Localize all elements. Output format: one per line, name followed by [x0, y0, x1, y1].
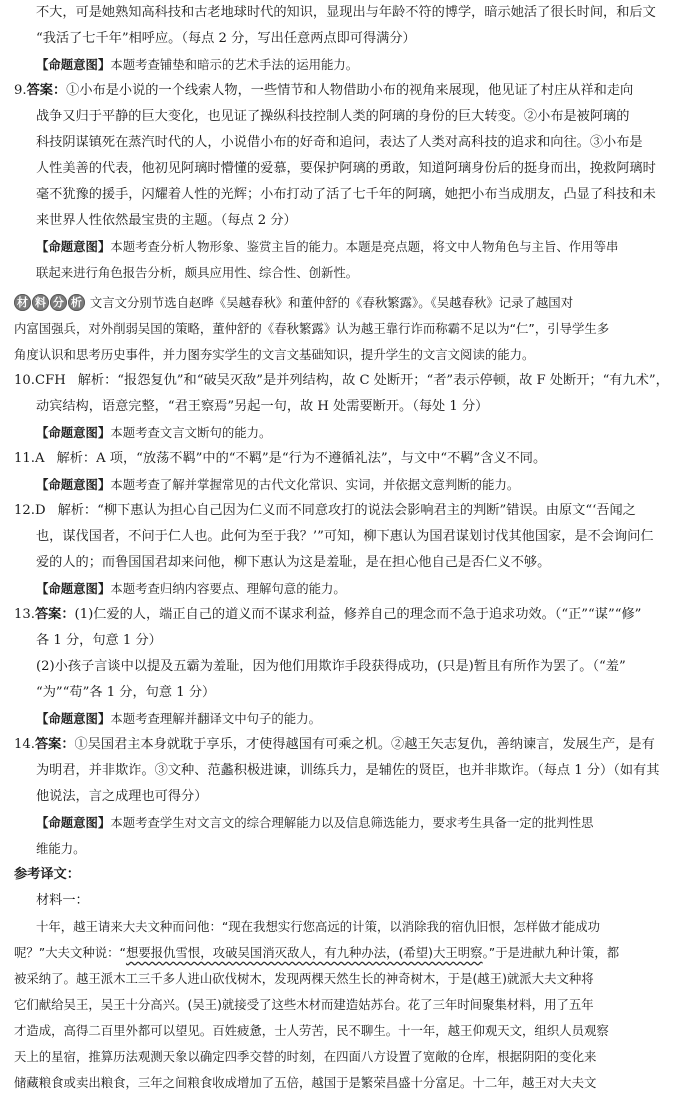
intent-text: 本题考查铺垫和暗示的艺术手法的运用能力。 — [110, 57, 359, 72]
question-number: 13. — [14, 607, 35, 622]
q10-line — [14, 368, 676, 394]
q14-line — [14, 732, 676, 758]
question-number: 10. — [14, 373, 35, 388]
q9-line — [14, 78, 676, 104]
text-span: 呢？”大夫文种说：“ — [14, 945, 126, 960]
analysis-text: 文言文分别节选自赵晔《吴越春秋》和董仲舒的《春秋繁露》。《吴越春秋》记录了越国对 — [89, 295, 574, 310]
translation-line: 才造成，高得二百里外都可以望见。百姓疲惫，士人劳苦，民不聊生。十一年，越王仰观天文，组织人员观察 — [14, 1023, 609, 1038]
text-span: 解析：“报怨复仇”和“破吴灭敌”是并列结构，故 C 处断开；“者”表示停顿，故 F 处断开；“有九术”， — [77, 373, 669, 388]
text-span: ①小布是小说的一个线索人物，一些情节和人物借助小布的视角来展现，他见证了村庄从祥和走向 — [66, 83, 634, 98]
translation-line: 它们献给吴王，吴王十分高兴。(吴王)就接受了这些木材而建造姑苏台。花了三年时间聚集材料，用了五年 — [14, 997, 594, 1012]
text-line: 来世界人性依然最宝贵的主题。（每点 2 分） — [36, 213, 297, 228]
question-number: 11. — [14, 451, 35, 466]
text-line: 他说法，言之成理也可得分） — [36, 789, 208, 804]
analysis-line — [14, 290, 676, 316]
intent-line — [14, 420, 676, 446]
intent-line: 维能力。 — [36, 841, 86, 856]
intent-tag: 【命题意图】 — [36, 425, 111, 440]
question-number: 12. — [14, 503, 35, 518]
analysis-line: 内富国强兵，对外削弱吴国的策略，董仲舒的《春秋繁露》认为越王靠行诈而称霸不足以为“仁”，引导学生多 — [14, 321, 610, 336]
q13-line — [14, 602, 676, 628]
intent-text: 本题考查归纳内容要点、理解句意的能力。 — [110, 581, 346, 596]
translation-line — [14, 940, 676, 966]
intent-line — [14, 234, 676, 260]
badge-char: 材 — [14, 294, 31, 311]
translation-subheading: 材料一： — [36, 893, 89, 908]
intent-tag: 【命题意图】 — [36, 581, 111, 596]
text-line: 科技阴谋镇死在蒸汽时代的人，小说借小布的好奇和追问，表达了人类对高科技的追求和向往。③小布是 — [36, 135, 643, 150]
badge-char: 析 — [68, 294, 85, 311]
answer-value: A — [34, 451, 45, 466]
intent-tag: 【命题意图】 — [36, 711, 111, 726]
text-line: 动宾结构，语意完整，“君王察焉”另起一句，故 H 处需要断开。（每处 1 分） — [36, 399, 489, 414]
question-number: 14. — [14, 737, 35, 752]
material-analysis-badge — [14, 290, 82, 315]
text-span: 解析：A 项，“放荡不羁”中的“不羁”是“行为不遵循礼法”，与文中“不羁”含义不同。 — [56, 451, 547, 466]
intent-tag: 【命题意图】 — [36, 815, 111, 830]
answer-label: 答案： — [34, 737, 75, 752]
answer-label: 答案： — [26, 83, 67, 98]
answer-value: D — [34, 503, 46, 518]
badge-char: 分 — [50, 294, 67, 311]
intent-tag: 【命题意图】 — [36, 57, 111, 72]
intent-text: 本题考查了解并掌握常见的古代文化常识、实词，并依据文意判断的能力。 — [110, 477, 520, 492]
intent-text: 本题考查文言文断句的能力。 — [110, 425, 272, 440]
translation-line: 天上的星宿，推算历法观测天象以确定四季交替的时刻，在四面八方设置了宽敞的仓库，根据阴阳的变化来 — [14, 1049, 597, 1064]
question-number: 9. — [14, 83, 27, 98]
answer-label: 答案： — [34, 607, 75, 622]
text-line: “为”“苟”各 1 分，句意 1 分） — [36, 685, 216, 700]
text-line: 爱的人的；而鲁国国君却来问他，柳下惠认为这是羞耻，是在担心他自己是否仁义不够。 — [36, 555, 551, 570]
intent-text: 本题考查分析人物形象、鉴赏主旨的能力。本题是亮点题，将文中人物角色与主旨、作用等串 — [110, 239, 619, 254]
answer-value: CFH — [34, 373, 66, 388]
intent-tag: 【命题意图】 — [36, 477, 111, 492]
text-line: 也，谋伐国者，不问于仁人也。此何为至于我？’”可知，柳下惠认为国君谋划讨伐其他国家，是不会询问仁 — [36, 529, 654, 544]
translation-line: 储藏粮食或卖出粮食，三年之间粮食收成增加了五倍，越国于是繁荣昌盛十分富足。十二年，越王对大夫文 — [14, 1075, 597, 1090]
intent-tag: 【命题意图】 — [36, 239, 111, 254]
badge-char: 料 — [32, 294, 49, 311]
intent-text: 本题考查理解并翻译文中句子的能力。 — [110, 711, 321, 726]
intent-line — [14, 472, 676, 498]
translation-heading: 参考译文： — [14, 867, 80, 882]
intent-line — [14, 810, 676, 836]
text-line: 为明君，并非欺诈。③文种、范蠡积极进谏，训练兵力，是辅佐的贤臣，也并非欺诈。（每点 1 分）（如有其 — [36, 763, 660, 778]
q12-line — [14, 498, 676, 524]
text-line: (2)小孩子言谈中以提及五霸为羞耻，因为他们用欺诈手段获得成功，(只是)暂且有所作为罢了。（“羞” — [36, 659, 626, 674]
intent-text: 本题考查学生对文言文的综合理解能力以及信息筛选能力，要求考生具备一定的批判性思 — [110, 815, 594, 830]
q11-line — [14, 446, 676, 472]
text-line: 各 1 分，句意 1 分） — [36, 633, 162, 648]
text-line: 战争又归于平静的巨大变化，也见证了操纵科技控制人类的阿璃的身份的巨大转变。②小布是被阿璃的 — [36, 109, 630, 124]
intent-line — [14, 52, 676, 78]
translation-line: 被采纳了。越王派木工三千多人进山砍伐树木，发现两棵天然生长的神奇树木，于是(越王)就派大夫文种将 — [14, 971, 594, 986]
text-line: 不大，可是她熟知高科技和古老地球时代的知识，显现出与年龄不符的博学，暗示她活了很长时间，和后文 — [36, 5, 656, 20]
text-span: 。”于是进献九种计策，都 — [482, 945, 620, 960]
wavy-underlined-text: 想要报仇雪恨，攻破吴国消灭敌人，有九种办法，(希望)大王明察 — [125, 945, 483, 960]
text-line: 人性美善的代表，他初见阿璃时懵懂的爱慕，要保护阿璃的勇敢，知道阿璃身份后的挺身而出，挽救阿璃时 — [36, 161, 656, 176]
text-line: “我活了七千年”相呼应。（每点 2 分，写出任意两点即可得满分） — [36, 31, 416, 46]
intent-line — [14, 706, 676, 732]
text-span: ①吴国君主本身就耽于享乐，才使得越国有可乘之机。②越王矢志复仇，善纳谏言，发展生产，是有 — [74, 737, 655, 752]
text-span: 解析：“柳下惠认为担心自己因为仁义而不同意攻打的说法会影响君主的判断”错误。由原文“‘吾闻之 — [57, 503, 636, 518]
translation-line: 十年，越王请来大夫文种而问他：“现在我想实行您高远的计策，以消除我的宿仇旧恨，怎样做才能成功 — [36, 919, 600, 934]
intent-line — [14, 576, 676, 602]
text-line: 毫不犹豫的援手，闪耀着人性的光辉；小布打动了活了七千年的阿璃，她把小布当成朋友，凸显了科技和未 — [36, 187, 656, 202]
intent-line: 联起来进行角色报告分析，颇具应用性、综合性、创新性。 — [36, 265, 359, 280]
text-span: (1)仁爱的人，端正自己的道义而不谋求利益，修养自己的理念而不急于追求功效。（“正”“谋”“修” — [74, 607, 642, 622]
analysis-line: 角度认识和思考历史事件，并力图夯实学生的文言文基础知识，提升学生的文言文阅读的能力。 — [14, 347, 535, 362]
